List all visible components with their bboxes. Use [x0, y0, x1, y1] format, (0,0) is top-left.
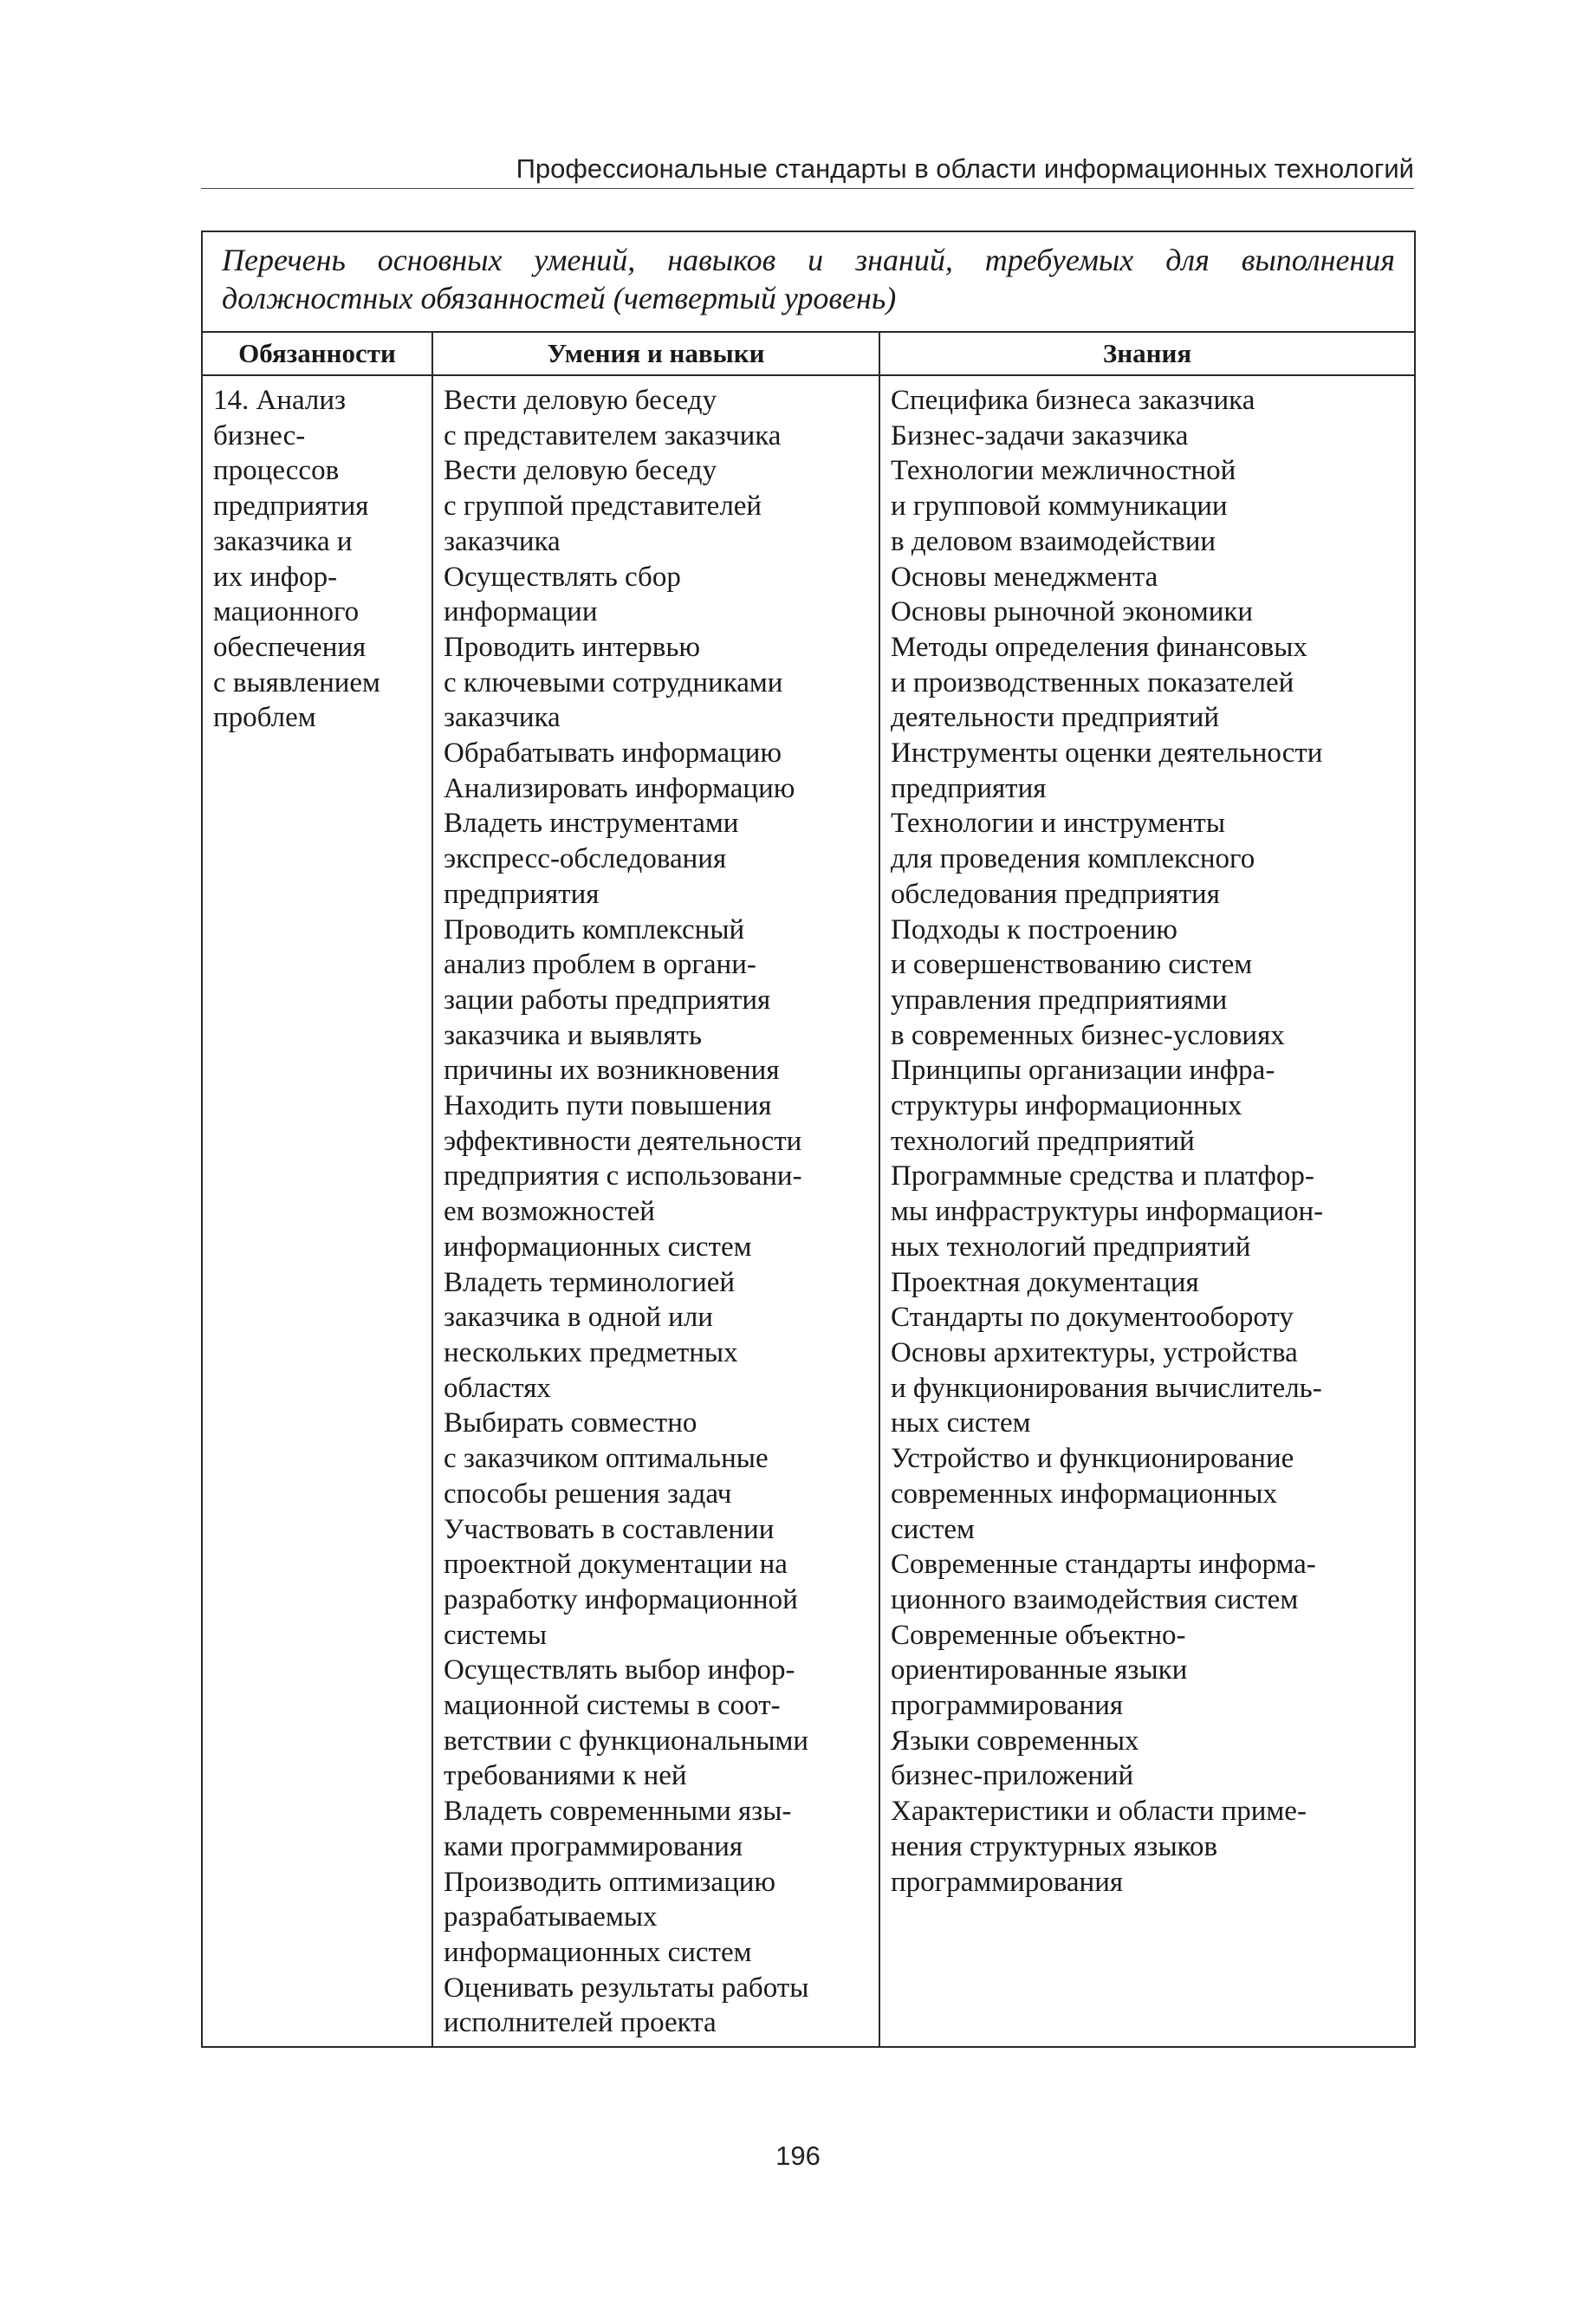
text-line: Производить оптимизацию [444, 1866, 776, 1898]
text-line: Вести деловую беседу [444, 385, 717, 416]
text-line: с ключевыми сотрудниками [444, 666, 783, 698]
text-line: Оценивать результаты работы [444, 1972, 809, 2004]
text-line: экспресс-обследования [444, 843, 727, 875]
skills-cell [432, 375, 879, 2047]
text-line: обследования предприятия [891, 878, 1220, 910]
text-line: Проводить интервью [444, 631, 701, 663]
text-line: Технологии межличностной [891, 455, 1236, 487]
text-line: зации работы предприятия [444, 984, 771, 1016]
text-line: Осуществлять выбор инфор- [444, 1654, 795, 1686]
text-line: ками программирования [444, 1830, 743, 1862]
text-line: заказчика [444, 525, 561, 557]
running-head: Профессиональные стандарты в области информационных технологий [516, 153, 1414, 184]
text-line: Стандарты по документообороту [891, 1302, 1294, 1334]
text-line: управления предприятиями [891, 984, 1228, 1016]
text-line: информационных систем [444, 1936, 752, 1968]
text-line: информационных систем [444, 1231, 752, 1263]
text-line: Выбирать совместно [444, 1407, 697, 1439]
text-line: с выявлением [213, 666, 380, 698]
text-line: бизнес-приложений [891, 1760, 1134, 1792]
text-line: заказчика и [213, 525, 353, 557]
text-line: Бизнес-задачи заказчика [891, 419, 1189, 452]
text-line: 14. Анализ [213, 385, 347, 416]
text-line: анализ проблем в органи- [444, 949, 756, 981]
column-header-skills: Умения и навыки [432, 332, 879, 375]
text-line: с заказчиком оптимальные [444, 1443, 769, 1475]
table-caption-row [202, 231, 1415, 332]
table-row [202, 375, 1415, 2047]
text-line: системы [444, 1619, 548, 1651]
table-caption: Перечень основных умений, навыков и знаний, требуемых для выполнения должностных обязанностей (четвертый уровень) [202, 231, 1415, 332]
text-line: заказчика и выявлять [444, 1019, 703, 1051]
text-line: деятельности предприятий [891, 702, 1220, 734]
text-line: проблем [213, 702, 316, 734]
duties-skills-knowledge-table [201, 231, 1416, 2048]
page-number: 196 [775, 2141, 821, 2171]
text-line: заказчика [444, 702, 561, 734]
text-line: Принципы организации инфра- [891, 1055, 1275, 1087]
text-line: Обрабатывать информацию [444, 737, 782, 770]
text-line: технологий предприятий [891, 1125, 1195, 1157]
text-line: эффективности деятельности [444, 1125, 802, 1157]
text-line: предприятия [891, 772, 1047, 804]
text-line: информации [444, 596, 598, 628]
text-line: мационной системы в соот- [444, 1690, 781, 1722]
text-line: бизнес- [213, 419, 306, 452]
text-line: ем возможностей [444, 1196, 655, 1228]
text-line: Владеть терминологией [444, 1266, 736, 1298]
text-line: ционного взаимодействия систем [891, 1583, 1299, 1615]
text-line: Современные стандарты информа- [891, 1549, 1316, 1581]
text-line: и производственных показателей [891, 666, 1294, 698]
text-line: требованиями к ней [444, 1760, 687, 1792]
duty-lines [213, 383, 421, 736]
text-line: предприятия с использовани- [444, 1160, 802, 1192]
text-line: Методы определения финансовых [891, 631, 1307, 663]
text-line: процессов [213, 455, 340, 487]
text-line: в деловом взаимодействии [891, 525, 1216, 557]
knowledge-cell [879, 375, 1415, 2047]
skills-lines [444, 383, 868, 2041]
text-line: в современных бизнес-условиях [891, 1019, 1285, 1051]
text-line: нения структурных языков [891, 1830, 1218, 1862]
text-line: предприятия [444, 878, 600, 910]
text-line: Языки современных [891, 1725, 1139, 1757]
table-header-row [202, 332, 1415, 375]
text-line: современных информационных [891, 1478, 1277, 1510]
text-line: и групповой коммуникации [891, 491, 1228, 523]
text-line: Устройство и функционирование [891, 1443, 1294, 1475]
text-line: нескольких предметных [444, 1336, 738, 1368]
text-line: Характеристики и области приме- [891, 1796, 1307, 1828]
text-line: разрабатываемых [444, 1901, 658, 1933]
text-line: их инфор- [213, 561, 338, 593]
text-line: проектной документации на [444, 1549, 788, 1581]
text-line: Специфика бизнеса заказчика [891, 385, 1255, 416]
text-line: причины их возникновения [444, 1055, 780, 1087]
text-line: Основы менеджмента [891, 561, 1158, 593]
header-rule [201, 188, 1414, 189]
text-line: с группой представителей [444, 491, 762, 523]
text-line: Проводить комплексный [444, 913, 745, 945]
text-line: предприятия [213, 491, 369, 523]
text-line: обеспечения [213, 631, 367, 663]
text-line: Находить пути повышения [444, 1090, 772, 1122]
text-line: Владеть современными язы- [444, 1796, 792, 1828]
text-line: мы инфраструктуры информацион- [891, 1196, 1324, 1228]
text-line: мационного [213, 596, 360, 628]
text-line: программирования [891, 1690, 1124, 1722]
text-line: программирования [891, 1866, 1124, 1898]
text-line: ветствии с функциональными [444, 1725, 809, 1757]
text-line: и совершенствованию систем [891, 949, 1253, 981]
text-line: Программные средства и платфор- [891, 1160, 1314, 1192]
text-line: Современные объектно- [891, 1619, 1186, 1651]
column-header-duties: Обязанности [202, 332, 432, 375]
text-line: для проведения комплексного [891, 843, 1255, 875]
text-line: систем [891, 1513, 975, 1545]
text-line: Участвовать в составлении [444, 1513, 775, 1545]
text-line: разработку информационной [444, 1583, 798, 1615]
text-line: ных технологий предприятий [891, 1231, 1251, 1263]
text-line: областях [444, 1372, 551, 1404]
text-line: заказчика в одной или [444, 1302, 713, 1334]
text-line: с представителем заказчика [444, 419, 782, 452]
text-line: Владеть инструментами [444, 808, 739, 840]
text-line: Технологии и инструменты [891, 808, 1226, 840]
text-line: исполнителей проекта [444, 2007, 717, 2039]
text-line: и функционирования вычислитель- [891, 1372, 1322, 1404]
text-line: ных систем [891, 1407, 1031, 1439]
text-line: Осуществлять сбор [444, 561, 681, 593]
text-line: Инструменты оценки деятельности [891, 737, 1323, 770]
text-line: Основы архитектуры, устройства [891, 1336, 1298, 1368]
text-line: ориентированные языки [891, 1654, 1188, 1686]
text-line: Вести деловую беседу [444, 455, 717, 487]
text-line: структуры информационных [891, 1090, 1242, 1122]
knowledge-lines [891, 383, 1404, 1900]
text-line: Основы рыночной экономики [891, 596, 1254, 628]
text-line: Анализировать информацию [444, 772, 795, 804]
text-line: способы решения задач [444, 1478, 732, 1510]
duty-cell [202, 375, 432, 2047]
text-line: Проектная документация [891, 1266, 1199, 1298]
text-line: Подходы к построению [891, 913, 1178, 945]
column-header-knowledge: Знания [879, 332, 1415, 375]
